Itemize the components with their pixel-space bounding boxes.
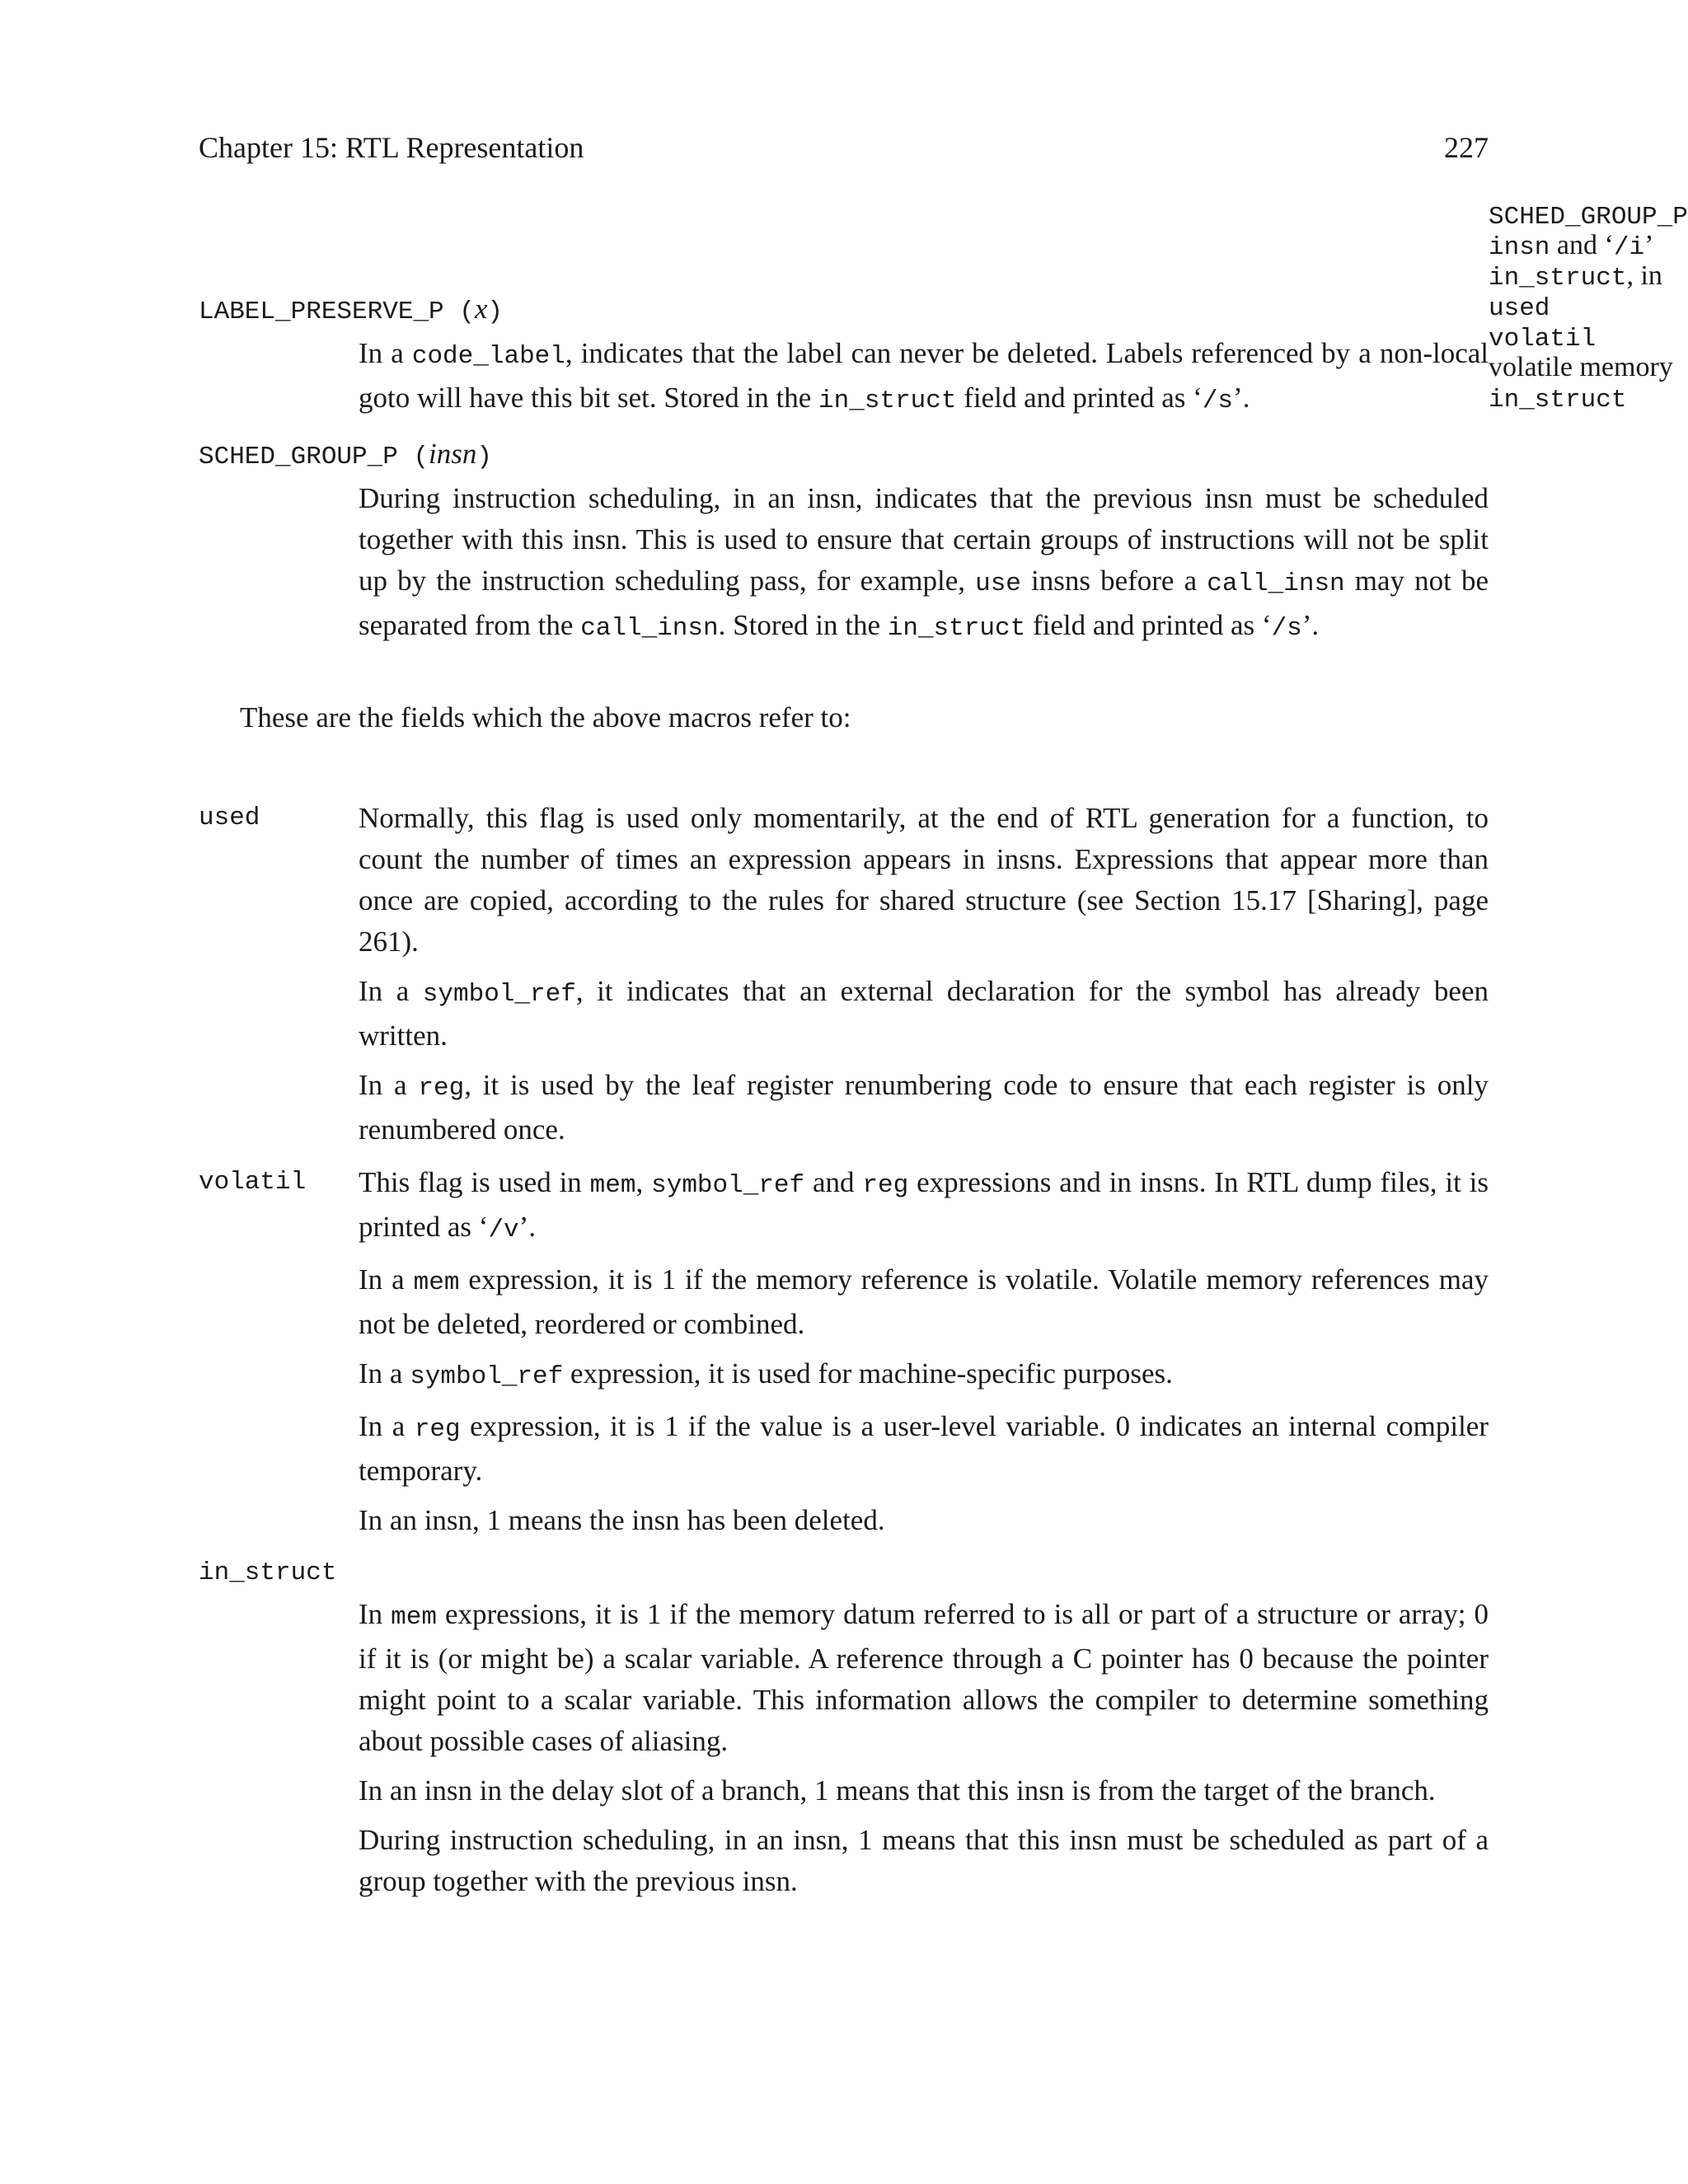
entry-used [199,798,1489,1151]
entry-term: volatil [199,1168,307,1197]
paragraph: In mem expressions, it is 1 if the memory datum referred to is all or part of a structure or array; 0 if it is (or might be) a scalar variable. A reference through a C pointer has 0 because the pointer might point to a scalar variable. This information allows the compiler to determine something about possible cases of aliasing. [359,1598,1489,1757]
margin-note-line: in_struct, in [1489,260,1662,293]
margin-index-snippet [1489,199,1688,414]
entry-term: SCHED_GROUP_P (insn) [199,438,493,471]
entry-description [359,333,1489,422]
entry-label-preserve-p [199,288,1489,422]
paragraph: Normally, this flag is used only momentarily, at the end of RTL generation for a function, to count the number of times an expression appears in insns. Expressions that appear more than once are copied, according to the rules for shared structure (see Section 15.17 [Sharing], page 261). [359,802,1489,958]
paragraph: In an insn, 1 means the insn has been deleted. [359,1504,885,1536]
entry-volatil [199,1162,1489,1541]
margin-note-line: insn and ‘/i’ [1489,230,1654,262]
margin-note-line: SCHED_GROUP_P [1489,203,1688,232]
paragraph: In a reg expression, it is 1 if the value is a user-level variable. 0 indicates an internal compiler temporary. [359,1410,1489,1487]
margin-note-line: used [1489,294,1550,323]
chapter-title: Chapter 15: RTL Representation [199,131,584,164]
entry-description [359,478,1489,649]
entry-in-struct [199,1553,1489,1902]
entry-description [359,798,1489,1151]
paragraph: In a mem expression, it is 1 if the memory reference is volatile. Volatile memory references may not be deleted, reordered or combined. [359,1263,1489,1340]
margin-note-line: in_struct [1489,386,1627,414]
entry-sched-group-p [199,434,1489,649]
paragraph: This flag is used in mem, symbol_ref and reg expressions and in insns. In RTL dump files, it is printed as ‘/v’. [359,1166,1489,1244]
entry-term: in_struct [199,1558,337,1587]
paragraph: In an insn in the delay slot of a branch, 1 means that this insn is from the target of the branch. [359,1774,1436,1807]
entry-description [359,1594,1489,1902]
entry-term: used [199,804,260,832]
page-number: 227 [1444,131,1489,164]
paragraph: In a symbol_ref, it indicates that an external declaration for the symbol has already been written. [359,975,1489,1052]
paragraph: During instruction scheduling, in an insn, 1 means that this insn must be scheduled as part of a group together with the previous insn. [359,1824,1489,1897]
paragraph: During instruction scheduling, in an insn, indicates that the previous insn must be scheduled together with this insn. This is used to ensure that certain groups of instructions will not be split up by the instruction scheduling pass, for example, use insns before a call_insn may not be separated from the call_insn. Stored in the in_struct field and printed as ‘/s’. [359,482,1489,643]
paragraph: In a symbol_ref expression, it is used for machine-specific purposes. [359,1357,1173,1391]
entry-term: LABEL_PRESERVE_P (x) [199,293,504,326]
intro-paragraph: These are the fields which the above macros refer to: [240,701,851,733]
running-header [199,130,1489,171]
margin-note-line: volatile memory [1489,352,1673,382]
entry-description [359,1162,1489,1541]
margin-note-line: volatil [1489,325,1597,354]
paragraph: In a reg, it is used by the leaf register renumbering code to ensure that each register is only renumbered once. [359,1069,1489,1146]
paragraph: In a code_label, indicates that the label can never be deleted. Labels referenced by a non-local goto will have this bit set. Stored in the in_struct field and printed as ‘/s’. [359,337,1489,415]
page-body [199,288,1489,1902]
